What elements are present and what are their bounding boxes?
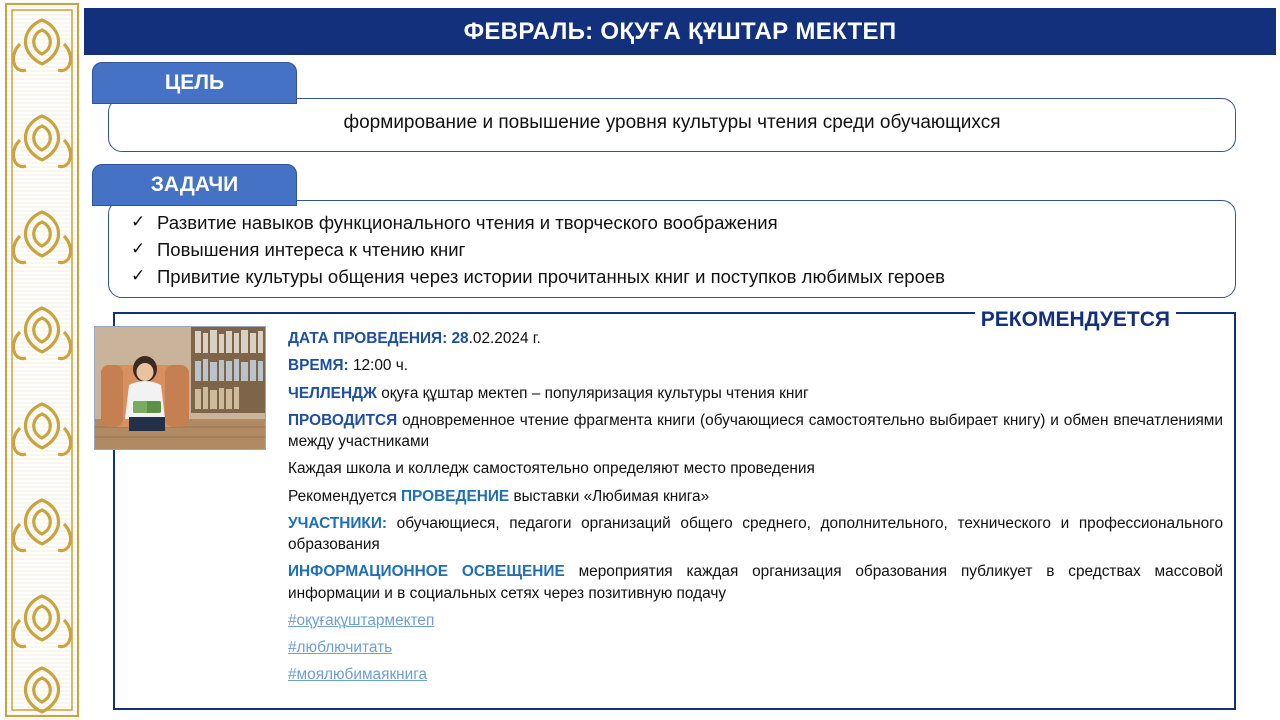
list-item	[131, 237, 1235, 264]
event-exhibition-row	[288, 486, 1223, 507]
goal-panel	[108, 98, 1236, 152]
event-time-label: ВРЕМЯ:	[288, 357, 349, 375]
list-item	[131, 210, 1235, 237]
event-time-row	[288, 355, 1223, 376]
list-item	[131, 264, 1235, 291]
event-coverage-row	[288, 561, 1223, 604]
check-icon: ✓	[131, 212, 146, 231]
tasks-list	[109, 201, 1235, 290]
hashtag-link[interactable]: #моялюбимаякнига	[288, 666, 428, 684]
challenge-label: ЧЕЛЛЕНДЖ	[288, 384, 377, 402]
photo-illustration-icon	[95, 327, 266, 450]
event-participants-row	[288, 513, 1223, 556]
event-date-label: ДАТА ПРОВЕДЕНИЯ:	[288, 330, 448, 347]
section-tab-goal-label: ЦЕЛЬ	[164, 71, 225, 94]
exhibition-suffix: выставки «Любимая книга»	[513, 487, 710, 505]
slide-header	[84, 8, 1276, 55]
task-text: Привитие культуры общения через истории прочитанных книг и поступков любимых героев	[157, 265, 945, 287]
coverage-text: мероприятия каждая организация образования публикует в средствах массовой информации и в социальных сетях через позитивную подачу	[288, 563, 1223, 602]
event-date-accent: 28	[451, 330, 469, 347]
task-text: Развитие навыков функционального чтения и творческого воображения	[157, 212, 778, 233]
hashtag-link[interactable]: #люблючитать	[288, 639, 393, 656]
event-detail-panel	[113, 312, 1236, 710]
event-detail-text	[288, 328, 1223, 692]
ornament-texture	[4, 0, 80, 720]
event-date-rest: .02.2024 г.	[468, 330, 541, 347]
page-title: ФЕВРАЛЬ: ОҚУҒА ҚҰШТАР МЕКТЕП	[463, 17, 897, 45]
event-time-value: 12:00 ч.	[352, 357, 409, 375]
section-tab-tasks-label: ЗАДАЧИ	[150, 173, 239, 196]
challenge-text: оқуға құштар мектеп – популяризация культуры чтения книг	[381, 384, 809, 402]
check-icon: ✓	[131, 238, 146, 258]
goal-text: формирование и повышение уровня культуры чтения среди обучающихся	[343, 112, 1001, 133]
task-text: Повышения интереса к чтению книг	[157, 238, 466, 260]
event-photo	[94, 326, 266, 450]
conducted-label: ПРОВОДИТСЯ	[288, 411, 398, 429]
event-conducted-row	[288, 410, 1223, 453]
tasks-panel	[108, 200, 1236, 298]
recommended-label: РЕКОМЕНДУЕТСЯ	[975, 308, 1176, 332]
hashtag-link[interactable]: #оқуғақұштармектеп	[288, 611, 435, 629]
participants-text: обучающиеся, педагоги организаций общего среднего, дополнительного, технического и профессионального образования	[288, 514, 1224, 553]
coverage-label: ИНФОРМАЦИОННОЕ ОСВЕЩЕНИЕ	[288, 563, 565, 581]
exhibition-prefix: Рекомендуется	[288, 487, 397, 505]
participants-label: УЧАСТНИКИ:	[288, 514, 388, 532]
event-place-note: Каждая школа и колледж самостоятельно определяют место проведения	[288, 460, 815, 478]
section-tab-goal	[92, 62, 297, 104]
conducted-text: одновременное чтение фрагмента книги (обучающиеся самостоятельно выбирает книгу) и обмен впечатлениями между участниками	[288, 411, 1223, 450]
check-icon: ✓	[131, 265, 146, 285]
section-tab-tasks	[92, 164, 297, 206]
exhibition-label: ПРОВЕДЕНИЕ	[401, 487, 510, 505]
kazakh-ornament-border	[0, 0, 84, 720]
event-challenge-row	[288, 383, 1223, 404]
